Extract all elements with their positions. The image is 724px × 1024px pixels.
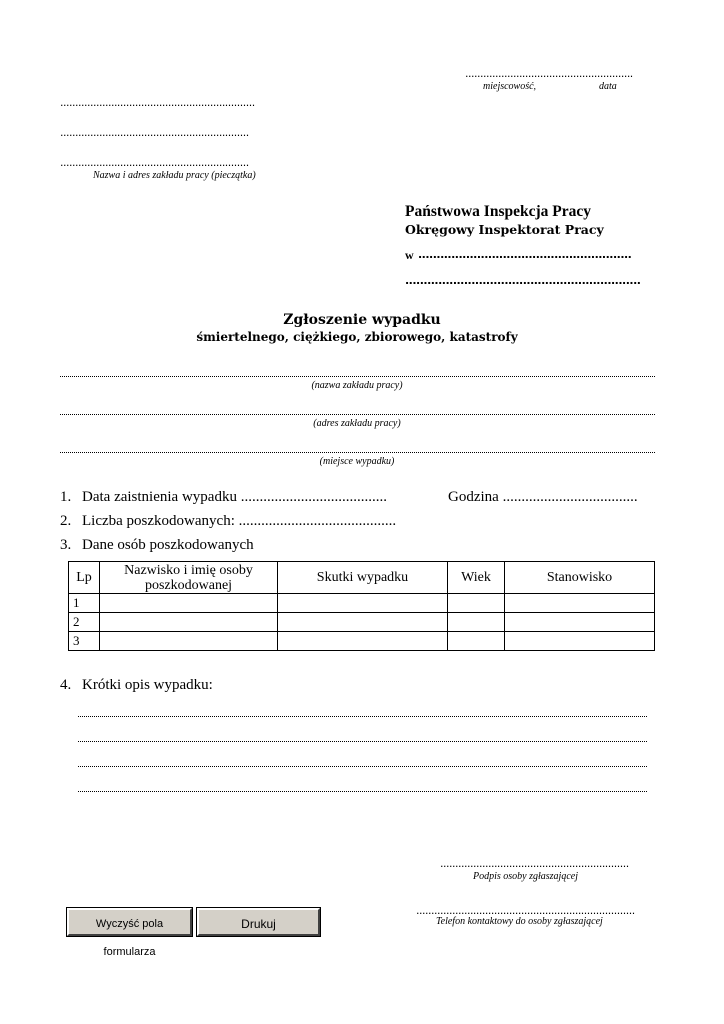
victims-data-label: Dane osób poszkodowanych xyxy=(82,537,254,553)
signature-caption: Podpis osoby zgłaszającej xyxy=(473,871,578,882)
column-header-lp: Lp xyxy=(69,562,100,594)
addressee-w-label: w xyxy=(405,248,414,262)
accident-place-field[interactable] xyxy=(60,452,655,453)
column-header-position: Stanowisko xyxy=(505,562,655,594)
company-address-field[interactable] xyxy=(60,414,655,415)
phone-field[interactable]: ......................................................................... xyxy=(416,904,635,917)
item-1-number: 1. xyxy=(60,489,72,505)
form-subtitle: śmiertelnego, ciężkiego, zbiorowego, katastrofy xyxy=(196,330,518,344)
place-date-field[interactable]: ........................................................ xyxy=(465,67,633,80)
company-stamp-line-2[interactable]: ............................................................... xyxy=(60,126,249,139)
name-cell[interactable] xyxy=(100,632,278,651)
table-row xyxy=(69,594,655,613)
column-header-age: Wiek xyxy=(448,562,505,594)
description-line-4[interactable] xyxy=(78,791,647,792)
position-cell[interactable] xyxy=(505,594,655,613)
effects-cell[interactable] xyxy=(278,632,448,651)
company-stamp-line-1[interactable]: ................................................................. xyxy=(60,96,255,109)
column-header-effects: Skutki wypadku xyxy=(278,562,448,594)
description-line-1[interactable] xyxy=(78,716,647,717)
accident-place-caption: (miejsce wypadku) xyxy=(319,456,395,467)
print-button[interactable]: Drukuj xyxy=(197,908,320,936)
position-cell[interactable] xyxy=(505,613,655,632)
addressee-line-field[interactable]: ................................................................ xyxy=(405,274,641,287)
column-header-name: Nazwisko i imię osoby poszkodowanej xyxy=(100,562,278,594)
item-3-number: 3. xyxy=(60,537,72,553)
phone-caption: Telefon kontaktowy do osoby zgłaszającej xyxy=(436,916,603,927)
company-address-caption: (adres zakładu pracy) xyxy=(313,418,401,429)
name-cell[interactable] xyxy=(100,613,278,632)
addressee-line-1: Państwowa Inspekcja Pracy xyxy=(405,203,591,220)
company-name-field[interactable] xyxy=(60,376,655,377)
item-4-number: 4. xyxy=(60,677,72,693)
company-caption: Nazwa i adres zakładu pracy (pieczątka) xyxy=(93,170,256,181)
addressee-city-field[interactable]: .......................................................... xyxy=(418,248,632,261)
company-stamp-line-3[interactable]: ............................................................... xyxy=(60,156,249,169)
victims-count-field[interactable]: Liczba poszkodowanych: .......................................... xyxy=(82,513,397,529)
item-2-number: 2. xyxy=(60,513,72,529)
name-cell[interactable] xyxy=(100,594,278,613)
date-label: data xyxy=(599,81,617,92)
company-name-caption: (nazwa zakładu pracy) xyxy=(311,380,403,391)
signature-field[interactable]: ............................................................... xyxy=(440,857,629,870)
row-number: 1 xyxy=(69,594,100,613)
place-label: miejscowość, xyxy=(483,81,537,92)
age-cell[interactable] xyxy=(448,613,505,632)
table-header-row xyxy=(69,562,655,594)
description-line-3[interactable] xyxy=(78,766,647,767)
form-title: Zgłoszenie wypadku xyxy=(283,312,441,328)
age-cell[interactable] xyxy=(448,632,505,651)
position-cell[interactable] xyxy=(505,632,655,651)
row-number: 3 xyxy=(69,632,100,651)
age-cell[interactable] xyxy=(448,594,505,613)
accident-hour-field[interactable]: Godzina .................................... xyxy=(448,489,638,505)
table-row xyxy=(69,613,655,632)
clear-form-button[interactable]: Wyczyść pola formularza xyxy=(67,908,192,936)
effects-cell[interactable] xyxy=(278,594,448,613)
row-number: 2 xyxy=(69,613,100,632)
addressee-line-2: Okręgowy Inspektorat Pracy xyxy=(405,222,604,237)
effects-cell[interactable] xyxy=(278,613,448,632)
accident-date-field[interactable]: Data zaistnienia wypadku ....................................... xyxy=(82,489,387,505)
description-label: Krótki opis wypadku: xyxy=(82,677,213,693)
table-row xyxy=(69,632,655,651)
victims-table xyxy=(68,561,655,651)
description-line-2[interactable] xyxy=(78,741,647,742)
